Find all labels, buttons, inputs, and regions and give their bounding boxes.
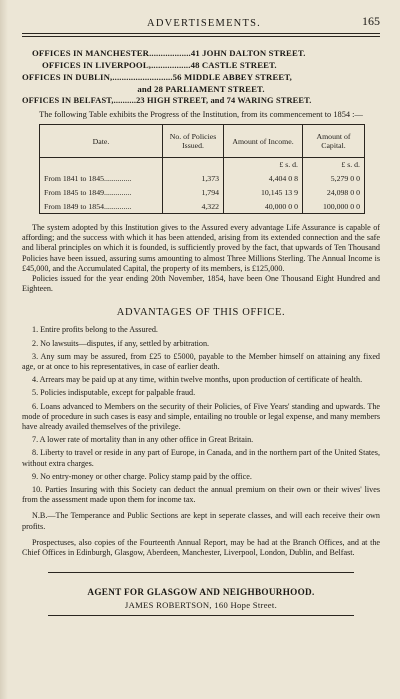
system-paragraph: The system adopted by this Institution gives to the Assured every advantage Life Assurance is capable of affording; and the success with which it has been attended, arising from its extended connection and the safe and liberal principles on which it is founded, is sufficiently proved by the fact, that upwards of Ten Thousand Policies have been issued, assuring sums amounting to almost Three Millions Sterling. The Annual Income is £45,000, and the Accumulated Capital, the property of its members, is £125,000. [22, 223, 380, 273]
table-cell: From 1845 to 1849.............. [40, 185, 163, 199]
table-cell: From 1849 to 1854.............. [40, 199, 163, 214]
table-cell: £ s. d. [224, 158, 303, 172]
currency-row [40, 158, 365, 172]
office-dublin: OFFICES IN DUBLIN,..........................56 MIDDLE ABBEY STREET, [22, 72, 292, 82]
table-cell: 4,322 [163, 199, 224, 214]
list-item: 6. Loans advanced to Members on the security of their Policies, of Five Years' standing and upwards. The mode of procedure in such cases is easy and simple, entailing no trouble or legal expense, and many members have already availed themselves of the privilege. [22, 401, 380, 432]
office-manchester: OFFICES IN MANCHESTER..................41 JOHN DALTON STREET. [32, 48, 306, 58]
list-item: 10. Parties Insuring with this Society can deduct the annual premium on their own or their wives' lives from the assessment made upon them for income tax. [22, 485, 380, 505]
progress-table [39, 124, 365, 214]
table-cell: 24,098 0 0 [303, 185, 365, 199]
advantages-heading: ADVANTAGES OF THIS OFFICE. [116, 307, 286, 319]
table-cell: 4,404 0 8 [224, 171, 303, 185]
table-cell: 1,794 [163, 185, 224, 199]
list-item: 8. Liberty to travel or reside in any part of Europe, in Canada, and in the northern part of the United States, without extra charges. [22, 448, 380, 468]
table-cell [163, 158, 224, 172]
list-item: 7. A lower rate of mortality than in any other office in Great Britain. [32, 435, 254, 445]
table-row [40, 199, 365, 214]
office-belfast: OFFICES IN BELFAST,..........23 HIGH STREET, and 74 WARING STREET. [22, 96, 312, 105]
list-item: 4. Arrears may be paid up at any time, within twelve months, upon production of certificate of health. [32, 375, 363, 385]
page-edge-shadow [0, 0, 8, 699]
advantages-list [22, 325, 380, 558]
list-item: 9. No entry-money or other charge. Policy stamp paid by the office. [32, 471, 252, 481]
bottom-rule [48, 615, 354, 616]
table-row [40, 185, 365, 199]
table-row [40, 171, 365, 185]
table-cell: 5,279 0 0 [303, 171, 365, 185]
table-cell: From 1841 to 1845.............. [40, 171, 163, 185]
table-cell: £ s. d. [303, 158, 365, 172]
table-cell: 1,373 [163, 171, 224, 185]
list-item: 5. Policies indisputable, except for palpable fraud. [32, 388, 196, 398]
office-dublin-second: and 28 PARLIAMENT STREET. [137, 84, 265, 94]
page-number: 165 [362, 14, 380, 28]
col-income: Amount of Income. [224, 125, 303, 158]
table-cell: 100,000 0 0 [303, 199, 365, 214]
office-liverpool: OFFICES IN LIVERPOOL,.................48 CASTLE STREET. [42, 60, 277, 70]
policies-paragraph: Policies issued for the year ending 20th November, 1854, have been One Thousand Eight Hundred and Eighteen. [22, 274, 380, 294]
table-cell: 40,000 0 0 [224, 199, 303, 214]
list-item: 1. Entire profits belong to the Assured. [32, 325, 158, 335]
table-intro: The following Table exhibits the Progress of the Institution, from its commencement to 1854 :— [39, 110, 363, 119]
table-cell: 10,145 13 9 [224, 185, 303, 199]
col-date: Date. [40, 125, 163, 158]
agent-address: JAMES ROBERTSON, 160 Hope Street. [124, 600, 278, 611]
nb-note: N.B.—The Temperance and Public Sections are kept in seperate classes, and will each receive their own profits. [22, 511, 380, 531]
list-item: 2. No lawsuits—disputes, if any, settled by arbitration. [32, 338, 210, 348]
prospectus-note: Prospectuses, also copies of the Fourteenth Annual Report, may be had at the Branch Offices, and at the Chief Offices in Edinburgh, Glasgow, Aberdeen, Manchester, Liverpool, London, Dublin, and Belfast. [22, 537, 380, 558]
col-policies: No. of Policies Issued. [163, 125, 224, 158]
list-item: 3. Any sum may be assured, from £25 to £5000, payable to the Member himself on attaining any fixed age, or at once to his representatives, in case of earlier death. [22, 351, 380, 372]
table-header-row [40, 125, 365, 158]
divider [48, 572, 354, 573]
header-rule [22, 33, 380, 37]
running-header [22, 0, 380, 29]
col-capital: Amount of Capital. [303, 125, 365, 158]
table-cell [40, 158, 163, 172]
agent-heading: AGENT FOR GLASGOW AND NEIGHBOURHOOD. [87, 587, 315, 598]
offices-list [22, 47, 380, 107]
running-title: ADVERTISEMENTS. [147, 18, 261, 29]
